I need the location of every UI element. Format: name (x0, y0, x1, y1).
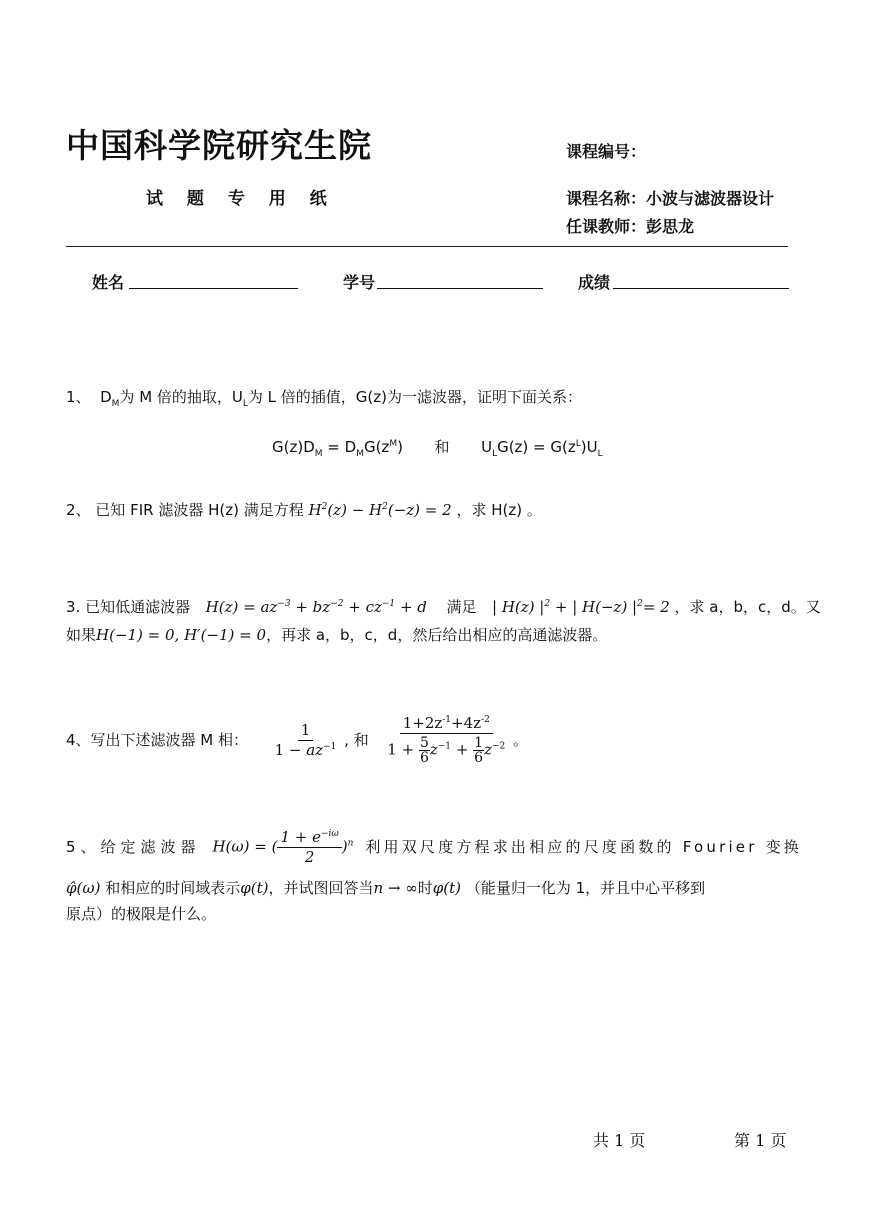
question-5-phi-t: φ(t) (240, 879, 269, 897)
question-3-condition: | H(z) $|^2$ + | H(−z) $|^2= 2$ (492, 598, 670, 616)
question-5-limit: n → ∞ (373, 879, 418, 897)
question-5-line-3: 原点）的极限是什么。 (66, 905, 217, 923)
name-label: 姓名 (92, 273, 125, 292)
question-2-prefix: 2、 已知 FIR 滤波器 H(z) 满足方程 (66, 501, 304, 519)
question-4-connector: , 和 (344, 731, 369, 749)
question-5-filter: H(ω) = ( $\frac{1 + e^{-i\omega}}{2}$ )$^n$ (212, 828, 354, 866)
question-5-line2-mid3: 时 (417, 879, 433, 897)
question-3-line2-suffix: ，再求 a，b，c，d，然后给出相应的高通滤波器。 (266, 626, 608, 644)
total-pages: 共 1 页 (593, 1131, 646, 1150)
question-4-suffix: 。 (513, 731, 529, 749)
question-3-line-2 (66, 628, 607, 643)
school-title: 中国科学院研究生院 (66, 126, 372, 165)
question-1-math: $D_M$ (95, 388, 120, 409)
question-5-line2-mid: 和相应的时间域表示 (105, 879, 241, 897)
name-field[interactable] (129, 288, 298, 289)
student-id-label: 学号 (343, 273, 376, 292)
question-1-number: 1、 (66, 388, 91, 406)
question-2-suffix: ，求 H(z) 。 (456, 501, 542, 519)
question-5-line-2 (66, 881, 705, 896)
question-3-line2-prefix: 如果 (66, 626, 97, 644)
current-page: 第 1 页 (734, 1131, 787, 1150)
question-4-prefix: 4、写出下述滤波器 M 相： (66, 731, 249, 749)
question-5-line2-mid2: ，并试图回答当 (268, 879, 374, 897)
question-3-transfer-function: $H(z) = az^{-3} + bz^{-2} + cz^{-1} + d$ (205, 598, 427, 616)
question-1-text: 为 M 倍的抽取，U (119, 388, 243, 406)
question-5-prefix: 5、给定滤波器 (66, 838, 201, 856)
question-3-mid: 满足 (446, 598, 477, 616)
question-1-equation: $G(z)D_M = D_MG(z^M)$ 和 $U_LG(z) = G(z^L)U_L$ (272, 438, 603, 459)
student-id-field[interactable] (377, 288, 543, 289)
question-3-prefix: 3. 已知低通滤波器 (66, 598, 191, 616)
question-4 (66, 716, 528, 765)
course-code-label: 课程编号： (566, 142, 647, 161)
header-separator (66, 246, 788, 247)
question-5-line2-suffix: （能量归一化为 1，并且中心平移到 (465, 879, 706, 897)
score-label: 成绩 (578, 273, 611, 292)
question-5-fourier-symbol: φ̂(ω) (66, 879, 101, 897)
question-3-extra-condition: H(−1) = 0, H′(−1) = 0 (96, 626, 267, 644)
question-1-text2: 为 L 倍的插值，G(z)为一滤波器，证明下面关系： (247, 388, 583, 406)
score-field[interactable] (613, 288, 789, 289)
teacher-name: 任课教师：彭思龙 (566, 217, 695, 236)
course-name: 课程名称：小波与滤波器设计 (566, 189, 775, 208)
question-2-equation: $H^2(z) - H^2(-z) = 2$ (308, 501, 452, 519)
question-2 (66, 503, 542, 518)
question-3-suffix: ，求 a，b，c，d。又 (674, 598, 821, 616)
question-4-filter-2: $1+2z^{-1}+4z^{-2}$ 1 + $\frac{5}{6}$ $z^{-1}$ + $\frac{1}{6}$ $z^{-2}$ (387, 714, 506, 766)
question-4-filter-1: $\frac{1}{1 - az^{-1}}$ (274, 721, 337, 759)
question-5-line1-suffix: 利用双尺度方程求出相应的尺度函数的 Fourier 变换 (365, 838, 802, 856)
question-3-line-1 (66, 600, 821, 615)
paper-subtitle: 试 题 专 用 纸 (146, 189, 336, 209)
question-1: 1、 $D_M$为 M 倍的抽取，$U_L$为 L 倍的插值，G(z)为一滤波器，证明下面关系： (66, 388, 583, 409)
question-1-connector: 和 (434, 438, 450, 456)
question-5-phi-t-2: φ(t) (432, 879, 462, 897)
question-5-line-1 (66, 830, 802, 865)
